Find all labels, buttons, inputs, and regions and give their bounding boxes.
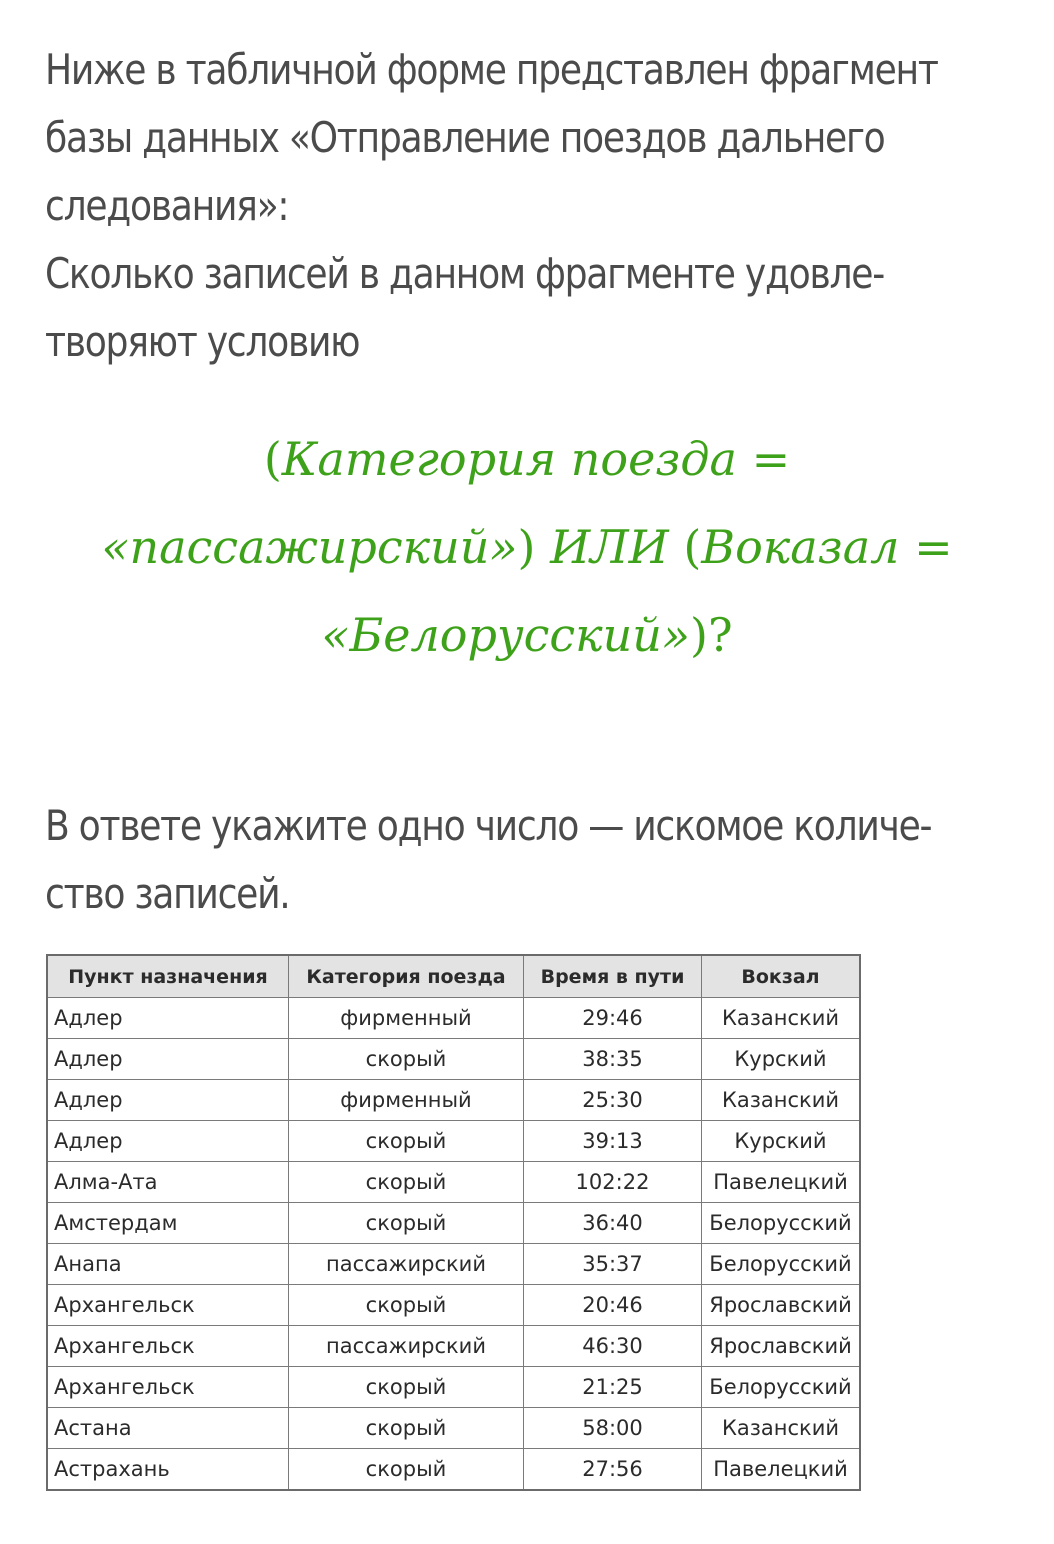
cell-station: Ярославский <box>702 1326 861 1367</box>
cell-station: Курский <box>702 1039 861 1080</box>
open-paren: ( <box>683 520 702 574</box>
cell-category: скорый <box>289 1367 524 1408</box>
cell-category: скорый <box>289 1162 524 1203</box>
table-row <box>47 1285 860 1326</box>
cell-travel-time: 46:30 <box>524 1326 702 1367</box>
cell-destination: Архангельск <box>47 1326 289 1367</box>
cell-travel-time: 102:22 <box>524 1162 702 1203</box>
cell-destination: Астана <box>47 1408 289 1449</box>
cell-destination: Адлер <box>47 1080 289 1121</box>
cell-category: скорый <box>289 1203 524 1244</box>
header-station: Вокзал <box>702 955 861 998</box>
close-paren: ) <box>690 608 708 662</box>
table-row <box>47 1326 860 1367</box>
header-destination: Пункт назначения <box>47 955 289 998</box>
table-row <box>47 1039 860 1080</box>
cell-category: скорый <box>289 1408 524 1449</box>
cell-category: фирменный <box>289 998 524 1039</box>
table-row <box>47 1080 860 1121</box>
question-line: творяют условию <box>45 317 360 366</box>
cell-category: скорый <box>289 1449 524 1491</box>
condition-formula-line-1 <box>0 415 1054 503</box>
cell-destination: Адлер <box>47 1121 289 1162</box>
trains-table <box>46 954 861 1491</box>
table-row <box>47 1162 860 1203</box>
cell-category: скорый <box>289 1285 524 1326</box>
table-row <box>47 1203 860 1244</box>
intro-line: Ниже в табличной форме представлен фрагмент <box>45 45 938 94</box>
equals-sign: = <box>751 432 791 486</box>
open-paren: ( <box>263 432 282 486</box>
formula-field-category: Категория поезда <box>281 432 737 486</box>
equals-sign: = <box>914 520 953 574</box>
cell-category: скорый <box>289 1121 524 1162</box>
cell-travel-time: 35:37 <box>524 1244 702 1285</box>
intro-line: базы данных «Отправление поездов дальнего <box>45 113 885 162</box>
table-row <box>47 1408 860 1449</box>
cell-destination: Алма-Ата <box>47 1162 289 1203</box>
condition-formula-line-2 <box>0 503 1054 591</box>
cell-station: Ярославский <box>702 1285 861 1326</box>
cell-station: Белорусский <box>702 1203 861 1244</box>
formula-value-passenger: «пассажирский» <box>101 520 518 574</box>
cell-travel-time: 58:00 <box>524 1408 702 1449</box>
answer-line: ство записей. <box>45 869 290 918</box>
cell-station: Белорусский <box>702 1244 861 1285</box>
cell-travel-time: 39:13 <box>524 1121 702 1162</box>
condition-formula-line-3 <box>0 591 1054 679</box>
table-row <box>47 1367 860 1408</box>
cell-station: Павелецкий <box>702 1162 861 1203</box>
intro-line: следования»: <box>45 181 289 230</box>
question-line: Сколько записей в данном фрагменте удовле- <box>45 249 884 298</box>
header-travel-time: Время в пути <box>524 955 702 998</box>
header-category: Категория поезда <box>289 955 524 998</box>
problem-intro <box>45 36 1034 376</box>
cell-destination: Амстердам <box>47 1203 289 1244</box>
cell-destination: Анапа <box>47 1244 289 1285</box>
cell-travel-time: 21:25 <box>524 1367 702 1408</box>
cell-category: фирменный <box>289 1080 524 1121</box>
cell-station: Казанский <box>702 1080 861 1121</box>
cell-travel-time: 38:35 <box>524 1039 702 1080</box>
cell-travel-time: 36:40 <box>524 1203 702 1244</box>
formula-logic-or: ИЛИ <box>550 520 669 574</box>
cell-travel-time: 27:56 <box>524 1449 702 1491</box>
formula-field-station: Воказал <box>701 520 900 574</box>
cell-station: Казанский <box>702 1408 861 1449</box>
cell-travel-time: 29:46 <box>524 998 702 1039</box>
cell-station: Белорусский <box>702 1367 861 1408</box>
cell-destination: Адлер <box>47 998 289 1039</box>
table-row <box>47 1449 860 1491</box>
table-row <box>47 1121 860 1162</box>
cell-travel-time: 20:46 <box>524 1285 702 1326</box>
cell-station: Казанский <box>702 998 861 1039</box>
cell-travel-time: 25:30 <box>524 1080 702 1121</box>
cell-category: пассажирский <box>289 1244 524 1285</box>
cell-destination: Архангельск <box>47 1367 289 1408</box>
formula-value-belorussky: «Белорусский» <box>321 608 691 662</box>
cell-station: Павелецкий <box>702 1449 861 1491</box>
question-mark: ? <box>707 608 733 662</box>
table-row <box>47 998 860 1039</box>
cell-destination: Астрахань <box>47 1449 289 1491</box>
cell-category: скорый <box>289 1039 524 1080</box>
table-header-row <box>47 955 860 998</box>
cell-category: пассажирский <box>289 1326 524 1367</box>
table-row <box>47 1244 860 1285</box>
cell-destination: Архангельск <box>47 1285 289 1326</box>
cell-destination: Адлер <box>47 1039 289 1080</box>
answer-instruction <box>45 792 1034 928</box>
close-paren: ) <box>517 520 536 574</box>
cell-station: Курский <box>702 1121 861 1162</box>
answer-line: В ответе укажите одно число — искомое количе- <box>45 801 932 850</box>
